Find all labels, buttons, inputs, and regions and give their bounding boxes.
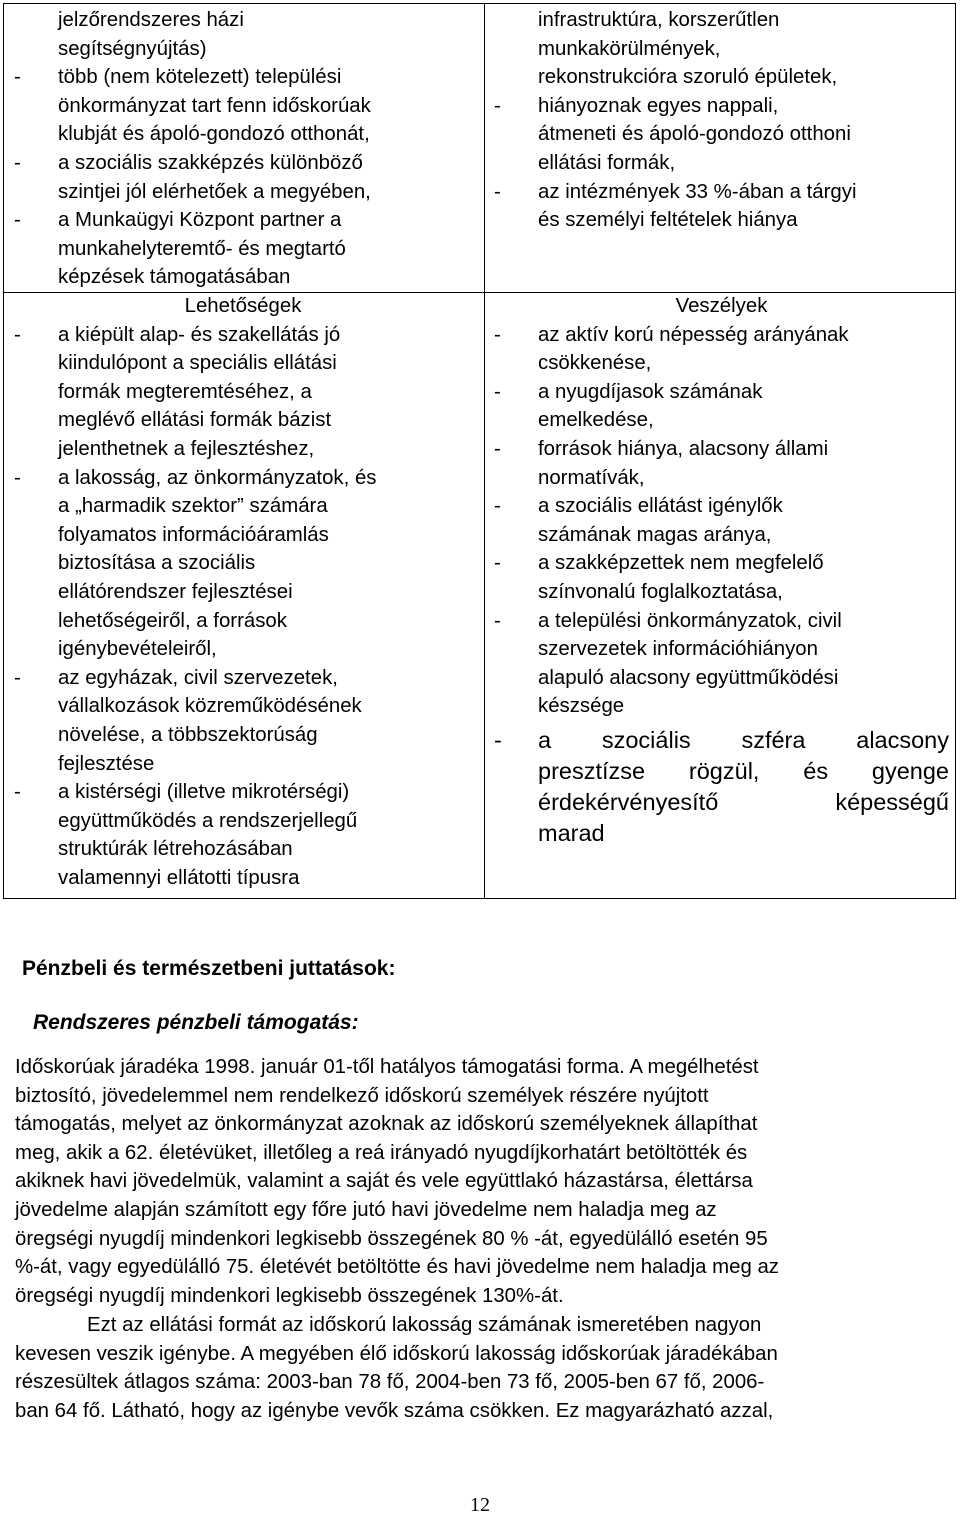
dash-marker: - (14, 151, 21, 174)
item-text: képzések támogatásában (58, 266, 291, 289)
dash-marker: - (494, 437, 501, 460)
item-continuation (14, 406, 472, 435)
dash-marker: - (494, 380, 501, 403)
item-text: az egyházak, civil szervezetek, (58, 666, 338, 689)
threats-cell (494, 292, 949, 849)
bullet-item (14, 464, 472, 493)
item-continuation (494, 406, 949, 435)
item-continuation (14, 607, 472, 636)
item-text: hiányoznak egyes nappali, (538, 94, 779, 117)
paragraph-line: részesültek átlagos száma: 2003-ban 78 fő, 2004-ben 73 fő, 2005-ben 67 fő, 2006- (15, 1371, 765, 1394)
item-text: munkakörülmények, (538, 37, 721, 60)
bullet-item (14, 778, 472, 807)
item-continuation (14, 378, 472, 407)
dash-marker: - (14, 666, 21, 689)
item-text: az aktív korú népesség arányának (538, 323, 849, 346)
item-continuation (14, 721, 472, 750)
item-text: marad (538, 819, 605, 846)
item-text: számának magas aránya, (538, 523, 772, 546)
bullet-item (494, 92, 949, 121)
item-text: szervezetek információhiányon (538, 638, 818, 661)
item-continuation (494, 349, 949, 378)
dash-marker: - (494, 609, 501, 632)
paragraph-line: biztosító, jövedelemmel nem rendelkező időskorú személyek részére nyújtott (15, 1084, 709, 1107)
paragraph-line: jövedelme alapján számított egy főre jutó havi jövedelme nem haladja meg az (15, 1198, 717, 1221)
item-text: a „harmadik szektor” számára (58, 495, 328, 518)
item-continuation (14, 521, 472, 550)
item-continuation (494, 578, 949, 607)
bullet-item (14, 664, 472, 693)
bullet-item (494, 492, 949, 521)
item-continuation (14, 492, 472, 521)
item-continuation (494, 206, 949, 235)
bullet-item (14, 149, 472, 178)
bullet-item (14, 321, 472, 350)
item-text: a települési önkormányzatok, civil (538, 609, 842, 632)
item-text: klubját és ápoló-gondozó otthonát, (58, 123, 370, 146)
item-text: a kistérségi (illetve mikrotérségi) (58, 781, 350, 804)
swot-table (3, 3, 956, 899)
item-continuation (494, 120, 949, 149)
dash-marker: - (494, 323, 501, 346)
item-text: folyamatos információáramlás (58, 523, 329, 546)
item-continuation (494, 635, 949, 664)
item-text: a szakképzettek nem megfelelő (538, 552, 824, 575)
dash-marker: - (14, 209, 21, 232)
item-continuation (494, 692, 949, 721)
table-column-divider (484, 4, 485, 898)
item-text: formák megteremtéséhez, a (58, 380, 312, 403)
item-text: a szociális szakképzés különböző (58, 151, 363, 174)
item-text: a Munkaügyi Központ partner a (58, 209, 342, 232)
item-continuation (14, 35, 472, 64)
item-continuation (14, 263, 472, 292)
paragraph-line: öregségi nyugdíj mindenkori legkisebb összegének 130%-át. (15, 1284, 564, 1307)
item-continuation (14, 578, 472, 607)
bullet-item (494, 607, 949, 636)
paragraph-line: kevesen veszik igénybe. A megyében élő időskorú lakosság időskorúak járadékában (15, 1342, 778, 1365)
item-text: struktúrák létrehozásában (58, 838, 293, 861)
weaknesses-cell (494, 6, 949, 235)
item-continuation (14, 692, 472, 721)
dash-marker: - (14, 66, 21, 89)
dash-marker: - (14, 323, 21, 346)
item-text: munkahelyteremtő- és megtartó (58, 237, 346, 260)
bullet-item (494, 321, 949, 350)
item-continuation (14, 235, 472, 264)
item-text: a nyugdíjasok számának (538, 380, 763, 403)
item-text: normatívák, (538, 466, 645, 489)
item-text: jelzőrendszeres házi (58, 9, 244, 31)
item-continuation (14, 549, 472, 578)
dash-marker: - (494, 552, 501, 575)
item-text: több (nem kötelezett) települési (58, 66, 342, 89)
item-text: meglévő ellátási formák bázist (58, 409, 332, 432)
item-text: infrastruktúra, korszerűtlen (538, 9, 780, 31)
item-text: jelenthetnek a fejlesztéshez, (58, 437, 315, 460)
dash-marker: - (494, 495, 501, 518)
item-text: a szociális szféra alacsony (538, 726, 949, 753)
threat-last-item (494, 725, 949, 849)
item-text: az intézmények 33 %-ában a tárgyi (538, 180, 857, 203)
item-text: ellátórendszer fejlesztései (58, 580, 293, 603)
bullet-item (494, 725, 949, 756)
bullet-item (494, 378, 949, 407)
item-text: fejlesztése (58, 752, 155, 775)
paragraph-1 (15, 1053, 945, 1310)
item-continuation (14, 835, 472, 864)
item-text: ellátási formák, (538, 151, 676, 174)
item-text: rekonstrukcióra szoruló épületek, (538, 66, 838, 89)
opportunities-cell (14, 292, 472, 892)
paragraph-line: akiknek havi jövedelmük, valamint a saját és vele együttlakó házastársa, élettársa (15, 1170, 753, 1193)
section-title: Pénzbeli és természetbeni juttatások: (22, 957, 396, 980)
item-continuation (494, 464, 949, 493)
item-text: alapuló alacsony együttműködési (538, 666, 839, 689)
paragraph-line: támogatás, melyet az önkormányzat azoknak az időskorú személyeknek állapíthat (15, 1113, 758, 1136)
item-continuation (14, 349, 472, 378)
item-continuation (494, 787, 949, 818)
item-text: források hiánya, alacsony állami (538, 437, 829, 460)
item-text: a kiépült alap- és szakellátás jó (58, 323, 341, 346)
item-text: önkormányzat tart fenn időskorúak (58, 94, 371, 117)
item-continuation (14, 92, 472, 121)
item-text: készsége (538, 695, 625, 718)
item-text: a lakosság, az önkormányzatok, és (58, 466, 377, 489)
page-number: 12 (470, 1494, 490, 1516)
threats-heading: Veszélyek (675, 295, 768, 317)
paragraph-line: Időskorúak járadéka 1998. január 01-től hatályos támogatási forma. A megélhetést (15, 1056, 759, 1078)
dash-marker: - (14, 466, 21, 489)
item-continuation (494, 6, 949, 35)
bullet-item (14, 206, 472, 235)
item-text: kiindulópont a speciális ellátási (58, 352, 337, 375)
dash-marker: - (494, 726, 502, 753)
item-text: igénybevételeiről, (58, 638, 217, 661)
item-text: vállalkozások közreműködésének (58, 695, 362, 718)
bullet-item (494, 178, 949, 207)
bullet-item (14, 63, 472, 92)
item-continuation (14, 178, 472, 207)
item-text: együttműködés a rendszerjellegű (58, 809, 358, 832)
strengths-cell (14, 6, 472, 292)
item-text: a szociális ellátást igénylők (538, 495, 783, 518)
item-continuation (494, 664, 949, 693)
item-text: színvonalú foglalkoztatása, (538, 580, 783, 603)
item-continuation (494, 63, 949, 92)
item-continuation (14, 635, 472, 664)
dash-marker: - (14, 781, 21, 804)
item-text: emelkedése, (538, 409, 654, 432)
item-continuation (494, 756, 949, 787)
item-continuation (14, 864, 472, 893)
paragraph-line: öregségi nyugdíj mindenkori legkisebb összegének 80 % -át, egyedülálló esetén 95 (15, 1227, 768, 1250)
item-text: biztosítása a szociális (58, 552, 256, 575)
item-continuation (14, 120, 472, 149)
dash-marker: - (494, 180, 501, 203)
item-continuation (494, 521, 949, 550)
paragraph-line: %-át, vagy egyedülálló 75. életévét betöltötte és havi jövedelme nem haladja meg az (15, 1256, 779, 1279)
item-text: szintjei jól elérhetőek a megyében, (58, 180, 371, 203)
item-continuation (14, 435, 472, 464)
section-subtitle: Rendszeres pénzbeli támogatás: (33, 1011, 359, 1034)
paragraph-line: meg, akik a 62. életévüket, illetőleg a reá irányadó nyugdíjkorhatárt betöltötték és (15, 1141, 748, 1164)
opportunities-heading: Lehetőségek (184, 295, 302, 317)
bullet-item (494, 549, 949, 578)
item-continuation (494, 149, 949, 178)
item-text: segítségnyújtás) (58, 37, 207, 60)
bullet-item (494, 435, 949, 464)
item-text: valamennyi ellátotti típusra (58, 866, 300, 889)
item-text: csökkenése, (538, 352, 652, 375)
item-continuation (14, 6, 472, 35)
item-text: és személyi feltételek hiánya (538, 209, 798, 232)
item-text: növelése, a többszektorúság (58, 723, 318, 746)
paragraph-line: Ezt az ellátási formát az időskorú lakosság számának ismeretében nagyon (87, 1314, 762, 1336)
item-continuation (494, 818, 949, 849)
item-text: érdekérvényesítő képességű (538, 788, 949, 815)
paragraph-2 (15, 1311, 945, 1425)
dash-marker: - (494, 94, 501, 117)
item-text: lehetőségeiről, a források (58, 609, 287, 632)
item-continuation (494, 35, 949, 64)
item-continuation (14, 750, 472, 779)
item-continuation (14, 807, 472, 836)
item-text: átmeneti és ápoló-gondozó otthoni (538, 123, 851, 146)
paragraph-line: ban 64 fő. Látható, hogy az igénybe vevők száma csökken. Ez magyarázható azzal, (15, 1399, 774, 1422)
item-text: presztízse rögzül, és gyenge (538, 757, 949, 784)
